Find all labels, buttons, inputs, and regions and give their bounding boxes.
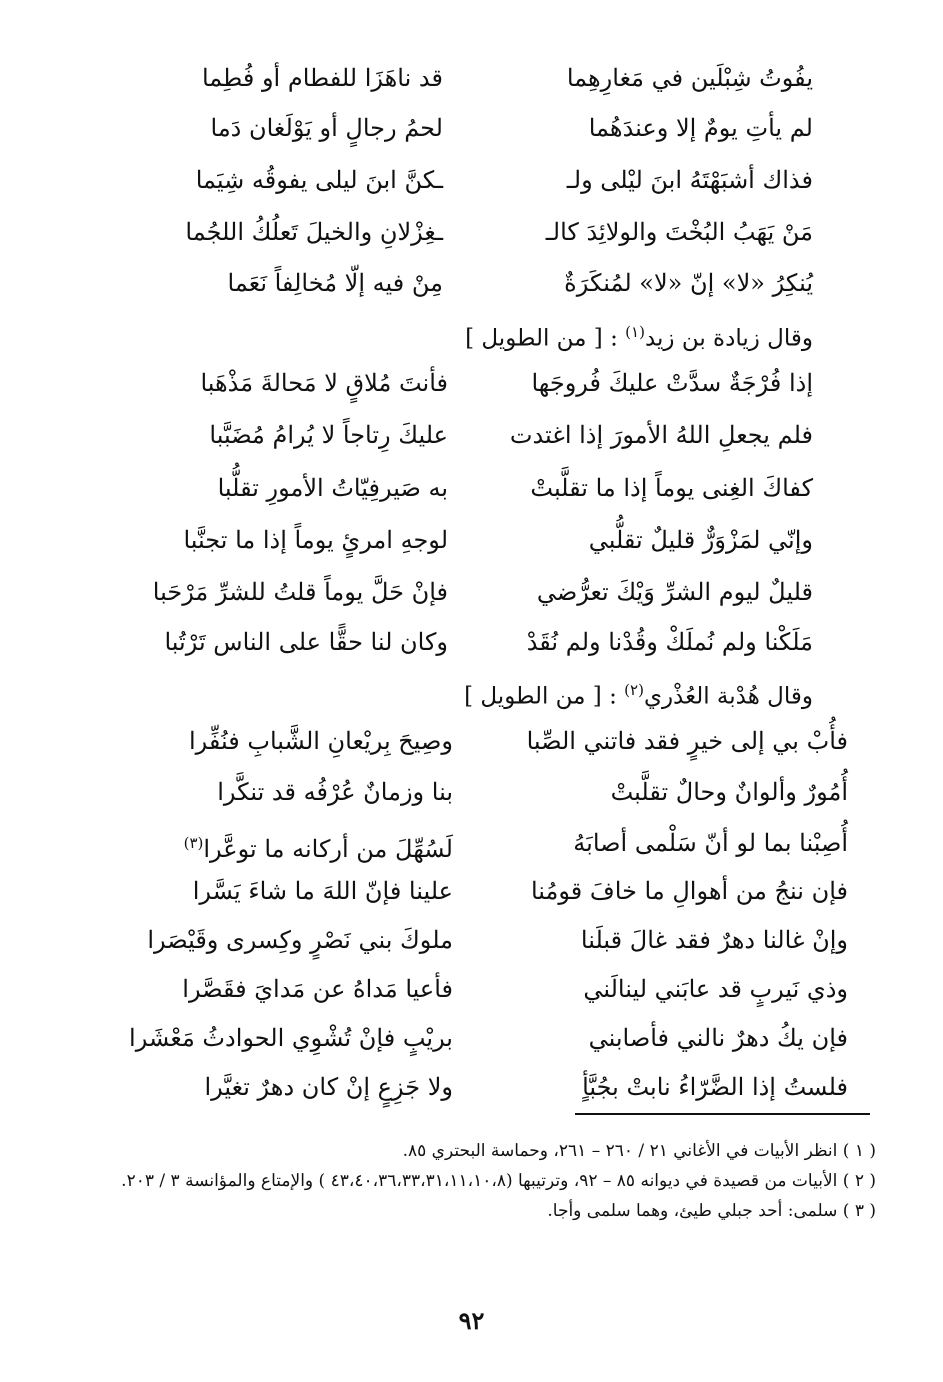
meter-label: : [ من الطويل ] bbox=[465, 325, 618, 352]
section-heading bbox=[113, 670, 813, 717]
hemistich-first: فلستُ إذا الضَّرّاءُ نابتْ بجُبَّأٍ bbox=[582, 1073, 848, 1101]
hemistich-first: أُصِبْنا بما لو أنّ سَلْمى أصابَهُ bbox=[573, 829, 848, 857]
hemistich-first: وإنْ غالنا دهرٌ فقد غالَ قبلَنا bbox=[580, 926, 848, 954]
hemistich-first: يفُوتُ شِبْلَين في مَغارِهِما bbox=[566, 64, 813, 92]
meter-label: : [ من الطويل ] bbox=[464, 683, 617, 710]
hemistich-text: لَسُهِّلَ من أركانه ما توعَّرا bbox=[203, 835, 453, 863]
footnotes bbox=[100, 1136, 876, 1226]
hemistich-first: فذاك أشبَهْتَهُ ابنَ ليْلى ولـ bbox=[566, 166, 813, 194]
hemistich-second bbox=[184, 818, 453, 868]
hemistich-second: عليكَ رِتاجاً لا يُرامُ مُضَبَّبا bbox=[209, 421, 448, 449]
footnote-divider bbox=[575, 1113, 870, 1115]
hemistich-second: ولا جَزِعٍ إنْ كان دهرٌ تغيَّرا bbox=[204, 1073, 453, 1101]
footnote: ( ١ ) انظر الأبيات في الأغاني ٢١ / ٢٦٠ – ٢٦١، وحماسة البحتري ٨٥. bbox=[402, 1141, 876, 1161]
hemistich-second: ملوكَ بني نَصْرٍ وكِسرى وقَيْصَرا bbox=[147, 926, 453, 954]
hemistich-first: وإنّي لمَزْوَرٌّ قليلٌ تقلُّبي bbox=[588, 526, 813, 554]
hemistich-second: ـكنَّ ابنَ ليلى يفوقُه شِيَما bbox=[195, 166, 443, 194]
section-heading bbox=[113, 312, 813, 359]
hemistich-second: فإنْ حَلَّ يوماً قلتُ للشرِّ مَرْحَبا bbox=[152, 578, 448, 606]
hemistich-first: كفاكَ الغِنى يوماً إذا ما تقلَّبتْ bbox=[530, 474, 813, 502]
hemistich-first: وذي نَيربٍ قد عابَني لينالَني bbox=[583, 975, 848, 1003]
footnote-ref: (٣) bbox=[183, 834, 204, 852]
hemistich-first: فلم يجعلِ اللهُ الأمورَ إذا اغتدت bbox=[509, 421, 813, 449]
hemistich-second: مِنْ فيه إلّا مُخالِفاً نَعَما bbox=[227, 269, 443, 297]
hemistich-first: فإن ننجُ من أهوالِ ما خافَ قومُنا bbox=[530, 877, 848, 905]
footnote-ref: (١) bbox=[625, 323, 645, 341]
hemistich-first: يُنكِرُ «لا» إنّ «لا» لمُنكَرَةٌ bbox=[564, 269, 813, 297]
hemistich-second: بريْبٍ فإنْ تُشْوِي الحوادثُ مَعْشَرا bbox=[129, 1024, 453, 1052]
heading-text: وقال زيادة بن زيد bbox=[644, 325, 813, 352]
hemistich-second: به صَيرفِيّاتُ الأمورِ تقلُّبا bbox=[217, 474, 448, 502]
heading-text: وقال هُدْبة العُذْري bbox=[643, 683, 813, 710]
hemistich-first: مَنْ يَهَبُ البُخْتَ والولائِدَ كالـ bbox=[545, 218, 813, 246]
hemistich-second: وصِيحَ بِريْعانِ الشَّبابِ فنُفِّرا bbox=[188, 727, 453, 755]
hemistich-second: لحمُ رجالٍ أو يَوْلَغان دَما bbox=[210, 114, 443, 142]
hemistich-second: ـغِزْلانِ والخيلَ تَعلُكُ اللجُما bbox=[185, 218, 443, 246]
footnote: ( ٣ ) سلمى: أحد جبلي طيئ، وهما سلمى وأجا. bbox=[547, 1201, 876, 1221]
hemistich-first: لم يأتِ يومٌ إلا وعندَهُما bbox=[588, 114, 813, 142]
hemistich-second: لوجهِ امرئٍ يوماً إذا ما تجنَّبا bbox=[183, 526, 448, 554]
hemistich-first: فإن يكُ دهرٌ نالني فأصابني bbox=[588, 1024, 848, 1052]
hemistich-first: قليلٌ ليوم الشرِّ وَيْكَ تعرُّضي bbox=[536, 578, 813, 606]
hemistich-second: فأعيا مَداهُ عن مَدايَ فقَصَّرا bbox=[182, 975, 453, 1003]
hemistich-second: فأنتَ مُلاقٍ لا مَحالةَ مَذْهَبا bbox=[200, 369, 448, 397]
hemistich-first: مَلَكْنا ولم نُملَكْ وقُدْنا ولم نُقَدْ bbox=[526, 628, 813, 656]
hemistich-first: أُمُورٌ وألوانٌ وحالٌ تقلَّبتْ bbox=[610, 778, 848, 806]
hemistich-second: وكان لنا حقًّا على الناس تَرْتُبا bbox=[164, 628, 448, 656]
hemistich-first: إذا فُرْجَةٌ سدَّتْ عليكَ فُروجَها bbox=[531, 369, 813, 397]
footnote-ref: (٢) bbox=[624, 681, 644, 699]
hemistich-second: علينا فإنّ اللهَ ما شاءَ يَسَّرا bbox=[192, 877, 453, 905]
page-number: ٩٢ bbox=[458, 1306, 485, 1335]
hemistich-first: فأُبْ بي إلى خيرٍ فقد فاتني الصِّبا bbox=[526, 727, 848, 755]
footnote: ( ٢ ) الأبيات من قصيدة في ديوانه ٨٥ – ٩٢، وترتيبها (٤٣،٤٠،٣٦،٣٣،٣١،١١،١٠،٨ ) والإمتاع والمؤانسة ٣ / ٢٠٣. bbox=[121, 1171, 876, 1191]
hemistich-second: بنا وزمانٌ عُرْفُه قد تنكَّرا bbox=[217, 778, 453, 806]
hemistich-second: قد ناهَزَا للفطام أو فُطِما bbox=[201, 64, 443, 92]
